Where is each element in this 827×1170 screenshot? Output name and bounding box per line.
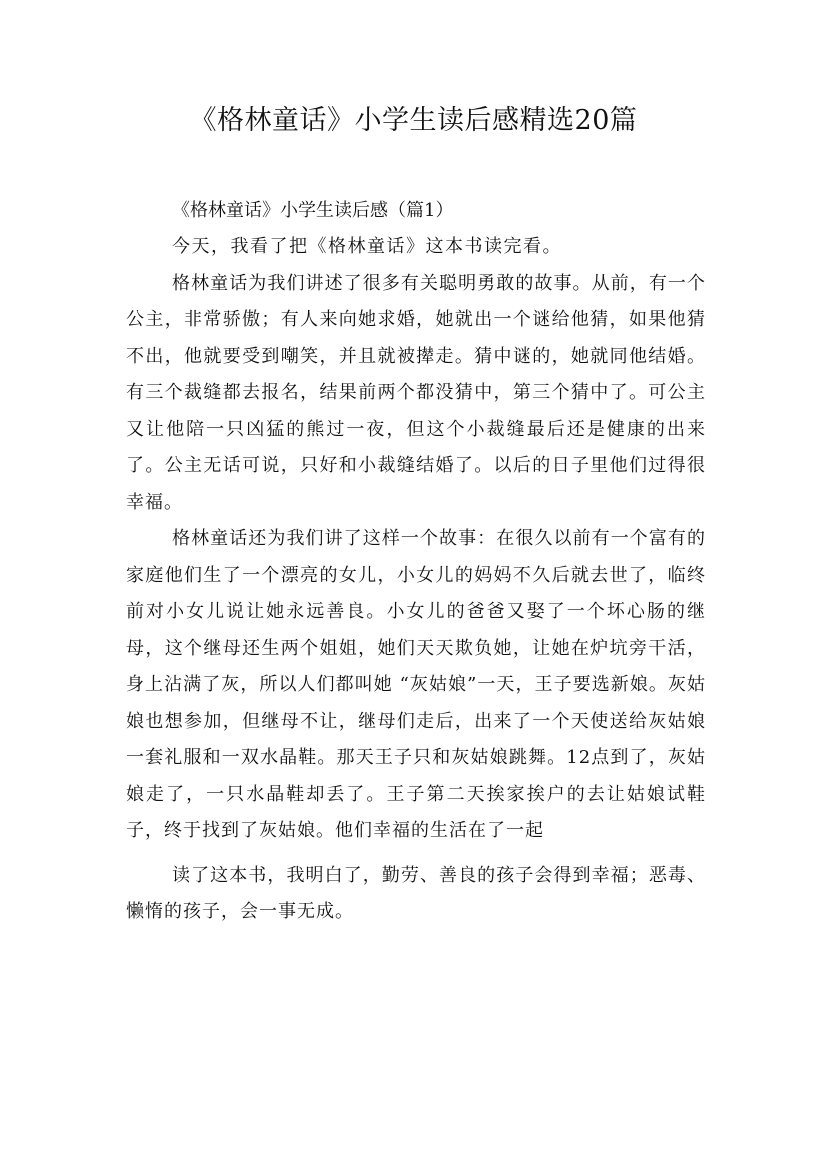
paragraph-intro: 今天，我看了把《格林童话》这本书读完看。 [172,236,562,257]
section-heading: 《格林童话》小学生读后感（篇1） [172,200,454,221]
article-body [126,193,706,931]
paragraph-princess-story: 格林童话为我们讲述了很多有关聪明勇敢的故事。从前，有一个公主，非常骄傲；有人来向她求婚，她就出一个谜给他猜，如果他猜不出，他就要受到嘲笑，并且就被撵走。猜中谜的，她就同他结婚。有三个裁缝都去报名，结果前两个都没猜中，第三个猜中了。可公主又让他陪一只凶猛的熊过一夜，但这个小裁缝最后还是健康的出来了。公主无话可说，只好和小裁缝结婚了。以后的日子里他们过得很幸福。 [126,272,706,513]
document-title: 《格林童话》小学生读后感精选20篇 [189,105,638,136]
paragraph-conclusion: 读了这本书，我明白了，勤劳、善良的孩子会得到幸福；恶毒、懒惰的孩子，会一事无成。 [126,864,706,922]
paragraph-cinderella-story: 格林童话还为我们讲了这样一个故事：在很久以前有一个富有的家庭他们生了一个漂亮的女儿，小女儿的妈妈不久后就去世了，临终前对小女儿说让她永远善良。小女儿的爸爸又娶了一个坏心肠的继母，这个继母还生两个姐姐，她们天天欺负她，让她在炉坑旁干活，身上沾满了灰，所以人们都叫她 “灰姑娘”一天，王子要选新娘。灰姑娘也想参加，但继母不让，继母们走后，出来了一个天使送给灰姑娘一套礼服和一双水晶鞋。那天王子只和灰姑娘跳舞。12点到了，灰姑娘走了，一只水晶鞋却丢了。王子第二天挨家挨户的去让姑娘试鞋子，终于找到了灰姑娘。他们幸福的生活在了一起 [126,528,706,841]
